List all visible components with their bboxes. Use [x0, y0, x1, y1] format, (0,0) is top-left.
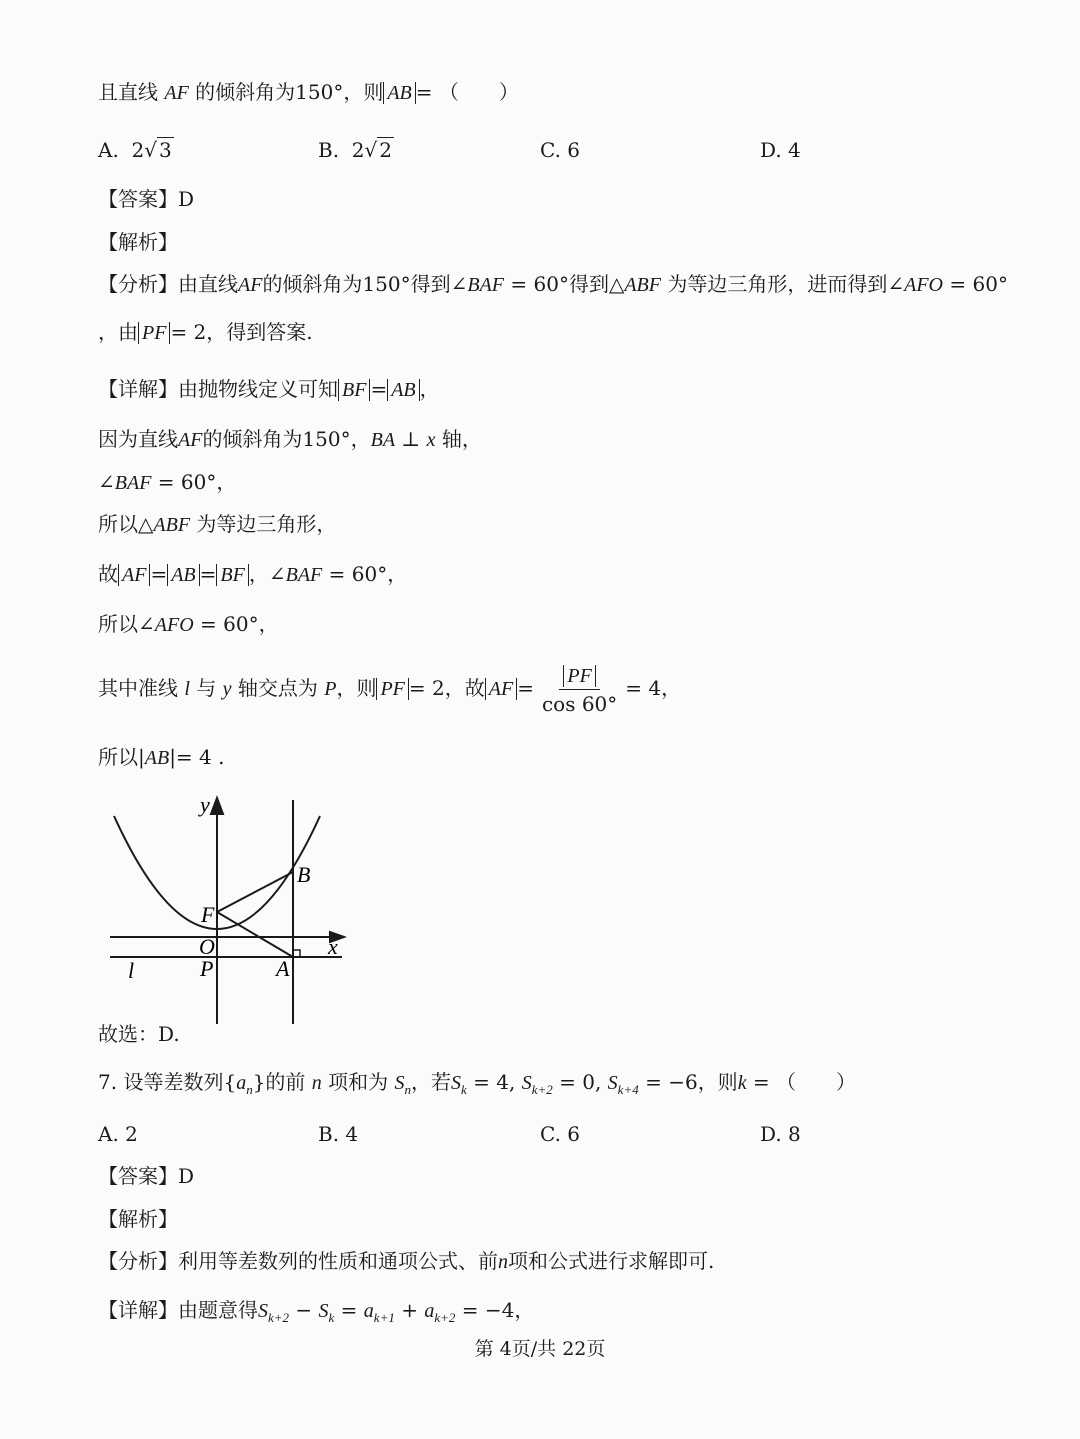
parabola-figure: [100, 792, 350, 1032]
q6-detail-6: 所以∠AFO = 60°，: [98, 612, 279, 636]
q6-conclusion: 故选：D.: [98, 1022, 180, 1046]
q6-analysis-tag: 【解析】: [98, 230, 178, 254]
q6-detail-1: 【详解】由抛物线定义可知 BF = AB ，: [98, 377, 440, 401]
page-footer: 第 4页/共 22页: [474, 1338, 606, 1360]
q6-stem: 且直线 AF 的倾斜角为150°，则 AB = （ ）: [98, 80, 519, 104]
label-l: l: [128, 958, 135, 983]
q7-detail: 【详解】由题意得$S_{k+2} - S_k = a_{k+1} + a_{k+2} = -4$，: [98, 1298, 535, 1325]
q7-option-d: D. 8: [760, 1122, 801, 1146]
q6-option-a: A. 2√ 3: [98, 138, 172, 162]
q6-answer: 【答案】D: [98, 187, 195, 211]
q6-fenxi: 【分析】由直线AF的倾斜角为150°得到∠BAF = 60°得到△ABF 为等边三角形，进而得到∠AFO = 60°: [98, 272, 1008, 296]
label-O: O: [199, 934, 215, 959]
y-axis-arrow: [211, 798, 223, 814]
q7-answer: 【答案】D: [98, 1164, 195, 1188]
q6-detail-4: 所以△ABF 为等边三角形，: [98, 512, 337, 536]
q6-option-b: B. 2√ 2: [318, 138, 392, 162]
label-B: B: [297, 862, 311, 887]
q6-fenxi-line2: ，由 PF = 2，得到答案.: [98, 320, 313, 344]
q6-detail-5: 故 AF = AB = BF ，∠BAF = 60°，: [98, 562, 408, 586]
label-A: A: [276, 956, 290, 981]
q7-option-c: C. 6: [540, 1122, 581, 1146]
q6-detail-2: 因为直线AF的倾斜角为150°，BA ⊥ x 轴，: [98, 427, 482, 451]
q7-option-a: A. 2: [98, 1122, 138, 1146]
q7-option-b: B. 4: [318, 1122, 359, 1146]
q6-detail-7: 其中准线 l 与 y 轴交点为 P，则 PF = 2，故 AF = $\frac{PF}{\cos 60^\circ}$ = 4，: [98, 658, 681, 719]
segment-FB: [217, 872, 293, 912]
right-angle-mark: [293, 950, 300, 957]
label-P: P: [200, 956, 214, 981]
q7-stem: 7. 设等差数列$\{a_n\}$的前 n 项和为 $S_n$，若$S_k = 4$, $S_{k+2} = 0$, $S_{k+4} = -6$，则k = （ ）: [98, 1070, 857, 1097]
q6-option-c: C. 6: [540, 138, 581, 162]
q6-detail-3: ∠BAF = 60°，: [98, 470, 237, 494]
label-x: x: [328, 934, 338, 959]
q7-analysis-tag: 【解析】: [98, 1207, 178, 1231]
q6-option-d: D. 4: [760, 138, 801, 162]
label-y: y: [200, 792, 210, 817]
q6-detail-8: 所以|AB|= 4 .: [98, 745, 225, 769]
q7-fenxi: 【分析】利用等差数列的性质和通项公式、前n项和公式进行求解即可.: [98, 1249, 715, 1273]
segment-FA: [217, 912, 293, 957]
label-F: F: [201, 902, 215, 927]
